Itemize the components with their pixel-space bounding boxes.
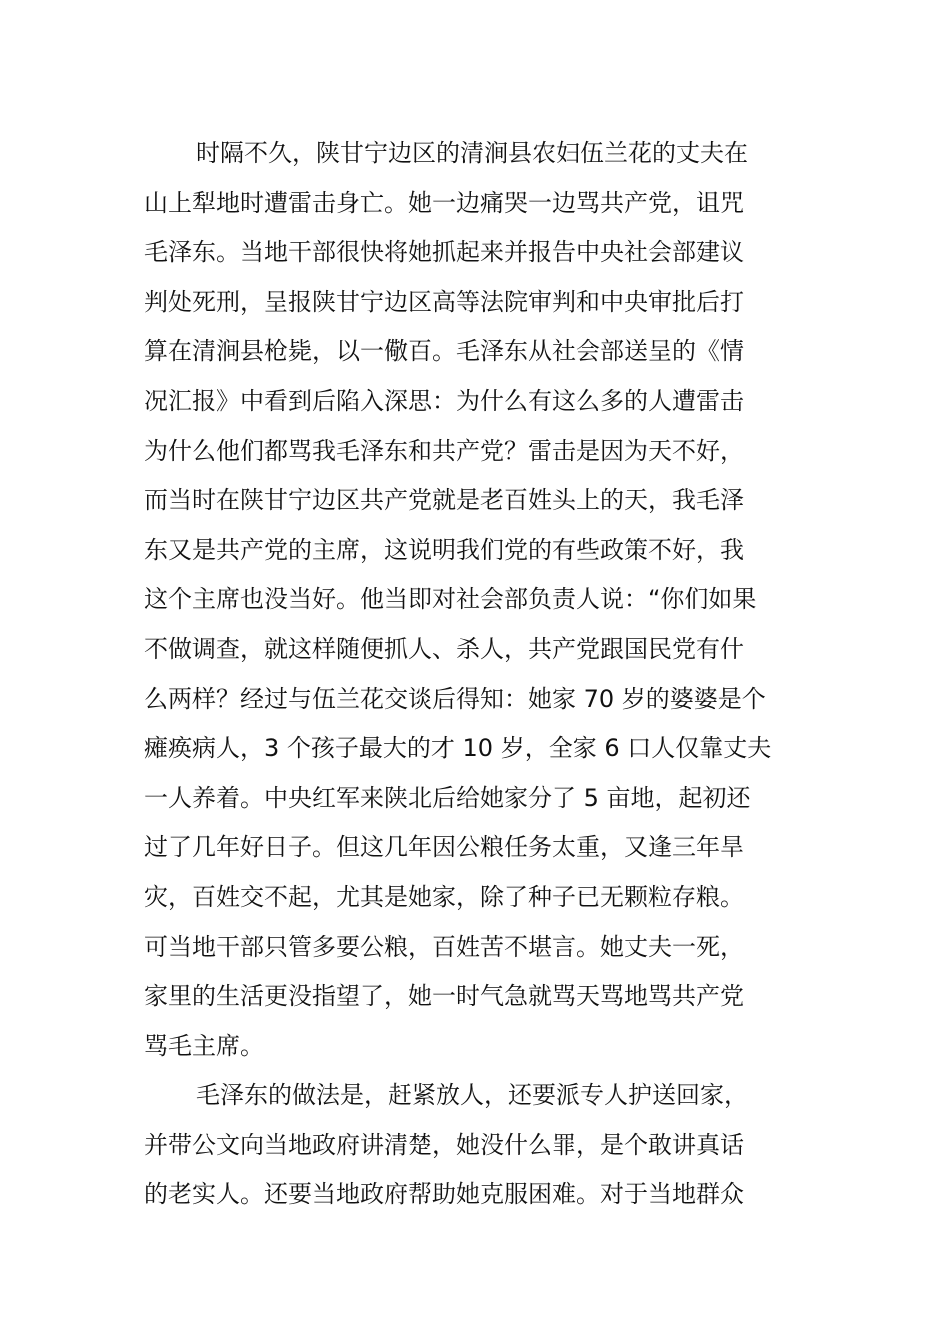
text-line: 为什么他们都骂我毛泽东和共产党？雷击是因为天不好， xyxy=(144,436,744,465)
text-line: 而当时在陕甘宁边区共产党就是老百姓头上的天，我毛泽 xyxy=(144,486,744,515)
text-line: 东又是共产党的主席，这说明我们党的有些政策不好，我 xyxy=(144,535,744,564)
text-line: 可当地干部只管多要公粮，百姓苦不堪言。她丈夫一死， xyxy=(144,932,744,961)
text-line: 灾，百姓交不起，尤其是她家，除了种子已无颗粒存粮。 xyxy=(144,882,744,911)
text-line: 况汇报》中看到后陷入深思：为什么有这么多的人遭雷击 xyxy=(144,386,744,415)
text-line: 这个主席也没当好。他当即对社会部负责人说：“你们如果 xyxy=(144,585,757,614)
text-line: 山上犁地时遭雷击身亡。她一边痛哭一边骂共产党，诅咒 xyxy=(144,188,744,217)
text-line: 家里的生活更没指望了，她一时气急就骂天骂地骂共产党 xyxy=(144,982,744,1011)
text-line: 判处死刑，呈报陕甘宁边区高等法院审判和中央审批后打 xyxy=(144,287,744,316)
text-line: 不做调查，就这样随便抓人、杀人，共产党跟国民党有什 xyxy=(144,634,744,663)
text-line: 骂毛主席。 xyxy=(144,1031,264,1060)
text-line: 的老实人。还要当地政府帮助她克服困难。对于当地群众 xyxy=(144,1180,744,1209)
text-line: 毛泽东。当地干部很快将她抓起来并报告中央社会部建议 xyxy=(144,238,744,267)
text-line: 一人养着。中央红军来陕北后给她家分了 5 亩地，起初还 xyxy=(144,783,751,812)
text-line: 瘫痪病人，3 个孩子最大的才 10 岁，全家 6 口人仅靠丈夫 xyxy=(144,734,772,763)
paragraph-1 xyxy=(144,129,814,1071)
text-line: 时隔不久，陕甘宁边区的清涧县农妇伍兰花的丈夫在 xyxy=(196,139,748,167)
text-line: 算在清涧县枪毙，以一儆百。毛泽东从社会部送呈的《情 xyxy=(144,337,744,366)
text-line: 毛泽东的做法是，赶紧放人，还要派专人护送回家， xyxy=(196,1081,748,1110)
text-line: 么两样？经过与伍兰花交谈后得知：她家 70 岁的婆婆是个 xyxy=(144,684,766,713)
paragraph-2 xyxy=(144,1071,814,1220)
text-line: 过了几年好日子。但这几年因公粮任务太重，又逢三年旱 xyxy=(144,833,744,862)
document-body xyxy=(144,129,814,1220)
text-line: 并带公文向当地政府讲清楚，她没什么罪，是个敢讲真话 xyxy=(144,1130,744,1159)
